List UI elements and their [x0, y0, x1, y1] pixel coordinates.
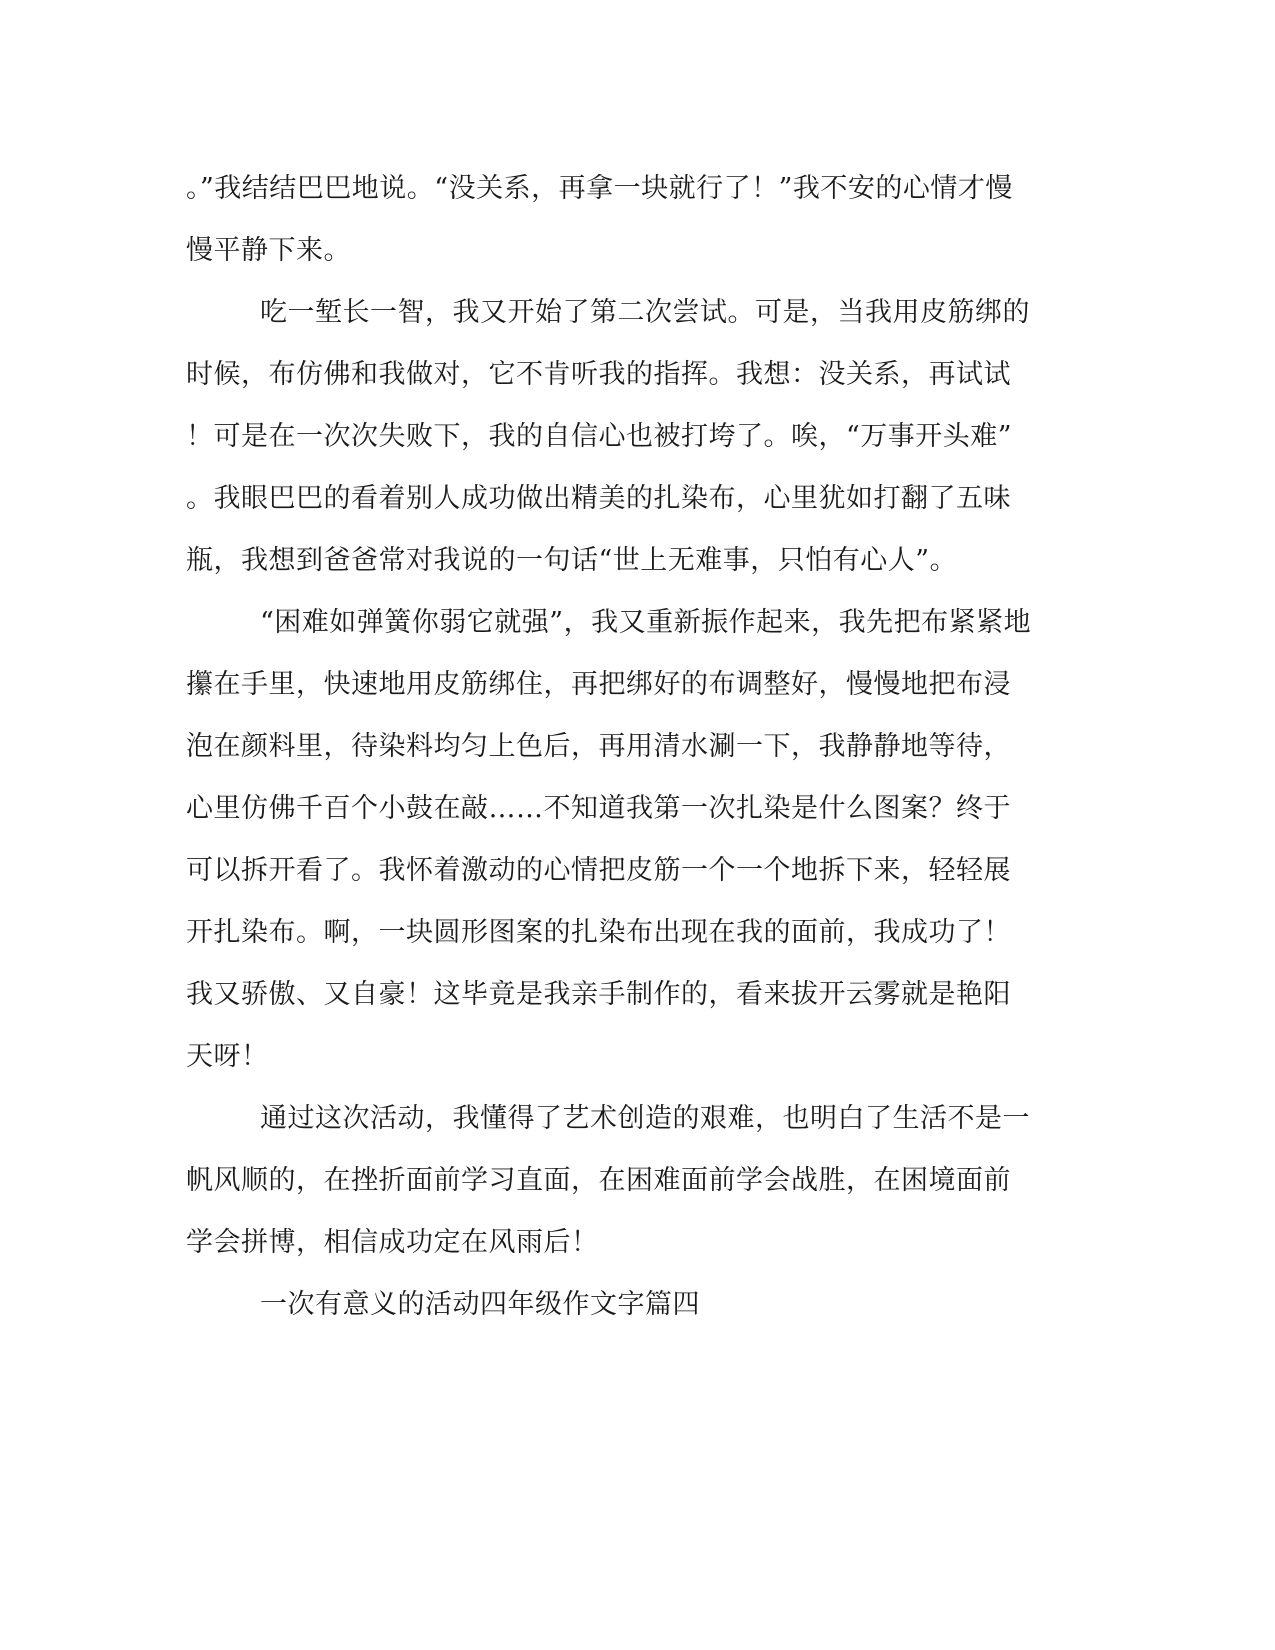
text-line: 天呀！ — [186, 1041, 269, 1072]
text-line: 可以拆开看了。我怀着激动的心情把皮筋一个一个地拆下来，轻轻展 — [186, 855, 1011, 886]
text-line: 心里仿佛千百个小鼓在敲……不知道我第一次扎染是什么图案？终于 — [186, 793, 1011, 824]
essay-body — [186, 158, 1066, 1336]
text-line: 泡在颜料里，待染料均匀上色后，再用清水涮一下，我静静地等待， — [186, 731, 1011, 762]
text-line: 学会拼博，相信成功定在风雨后！ — [186, 1227, 599, 1258]
text-line: 我又骄傲、又自豪！这毕竟是我亲手制作的，看来拔开云雾就是艳阳 — [186, 979, 1011, 1010]
paragraph-start-line: “困难如弹簧你弱它就强”，我又重新振作起来，我先把布紧紧地 — [260, 607, 1032, 638]
section-heading: 一次有意义的活动四年级作文字篇四 — [260, 1289, 700, 1320]
text-line: 瓶，我想到爸爸常对我说的一句话“世上无难事，只怕有心人”。 — [186, 545, 958, 576]
text-line: 时候，布仿佛和我做对，它不肯听我的指挥。我想：没关系，再试试 — [186, 359, 1011, 390]
text-line: ！可是在一次次失败下，我的自信心也被打垮了。唉，“万事开头难” — [186, 421, 1013, 452]
text-line: 开扎染布。啊，一块圆形图案的扎染布出现在我的面前，我成功了！ — [186, 917, 1011, 948]
text-line: 攥在手里，快速地用皮筋绑住，再把绑好的布调整好，慢慢地把布浸 — [186, 669, 1011, 700]
text-line: 帆风顺的，在挫折面前学习直面，在困难面前学会战胜，在困境面前 — [186, 1165, 1011, 1196]
paragraph-start-line: 通过这次活动，我懂得了艺术创造的艰难，也明白了生活不是一 — [260, 1103, 1030, 1134]
paragraph-start-line: 吃一堑长一智，我又开始了第二次尝试。可是，当我用皮筋绑的 — [260, 297, 1030, 328]
text-line: 慢平静下来。 — [186, 235, 351, 266]
text-line: 。”我结结巴巴地说。“没关系，再拿一块就行了！”我不安的心情才慢 — [186, 173, 1013, 204]
text-line: 。我眼巴巴的看着别人成功做出精美的扎染布，心里犹如打翻了五味 — [186, 483, 1011, 514]
